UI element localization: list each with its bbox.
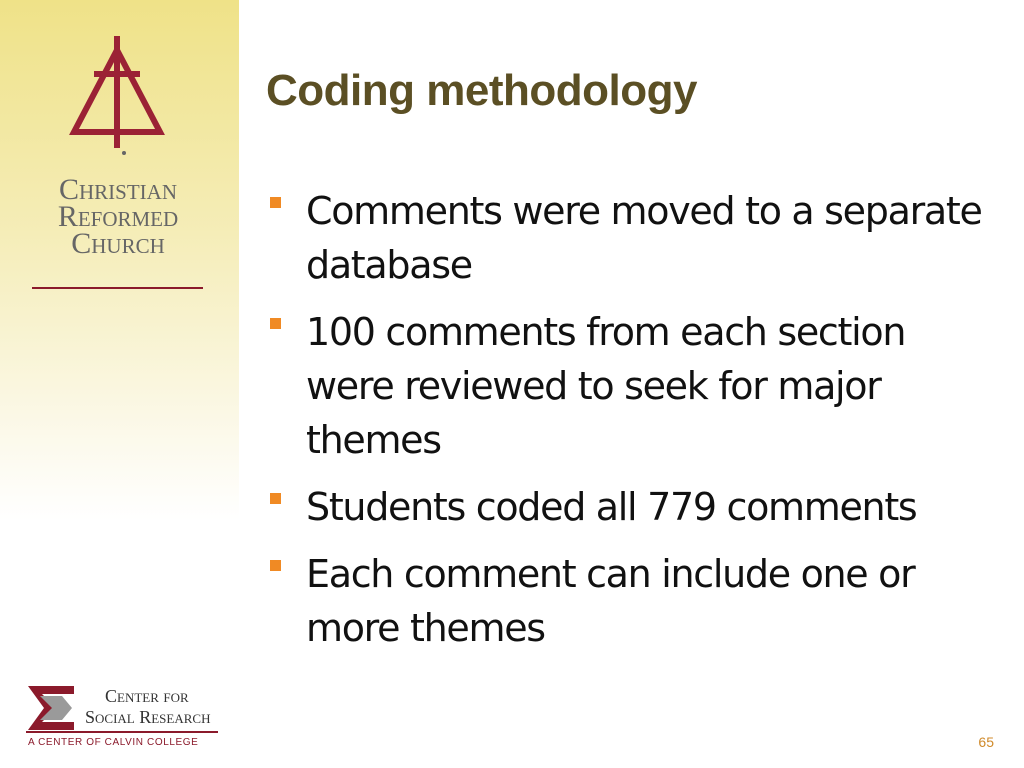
bullet-text: Each comment can include one or more themes: [306, 552, 915, 650]
bullet-list: [268, 184, 988, 668]
crc-name-line: Church: [71, 227, 165, 260]
csr-divider: [26, 731, 218, 733]
crc-name-line: Christian: [58, 173, 177, 206]
slide-number: 65: [978, 734, 994, 750]
square-bullet-icon: [270, 560, 281, 571]
csr-name-line: Center for: [105, 686, 189, 706]
crc-divider: [32, 287, 203, 289]
bullet-item: [268, 547, 988, 655]
bullet-item: [268, 480, 988, 534]
square-bullet-icon: [270, 197, 281, 208]
crc-name-line: Reformed: [57, 200, 179, 233]
cross-triangle-logo-icon: [60, 34, 170, 160]
csr-name-line: Social Research: [85, 707, 211, 727]
square-bullet-icon: [270, 318, 281, 329]
csr-tagline: A CENTER OF CALVIN COLLEGE: [28, 737, 199, 748]
square-bullet-icon: [270, 493, 281, 504]
bullet-text: Comments were moved to a separate database: [306, 189, 982, 287]
bullet-item: [268, 184, 988, 292]
sigma-logo-icon: [26, 684, 76, 732]
crc-logo-name: [28, 173, 208, 260]
bullet-text: Students coded all 779 comments: [306, 485, 917, 529]
csr-logo-name: [85, 686, 210, 728]
bullet-item: [268, 305, 988, 467]
slide-title: Coding methodology: [266, 66, 697, 115]
bullet-text: 100 comments from each section were reviewed to seek for major themes: [306, 310, 906, 462]
sidebar-panel: [0, 0, 239, 520]
